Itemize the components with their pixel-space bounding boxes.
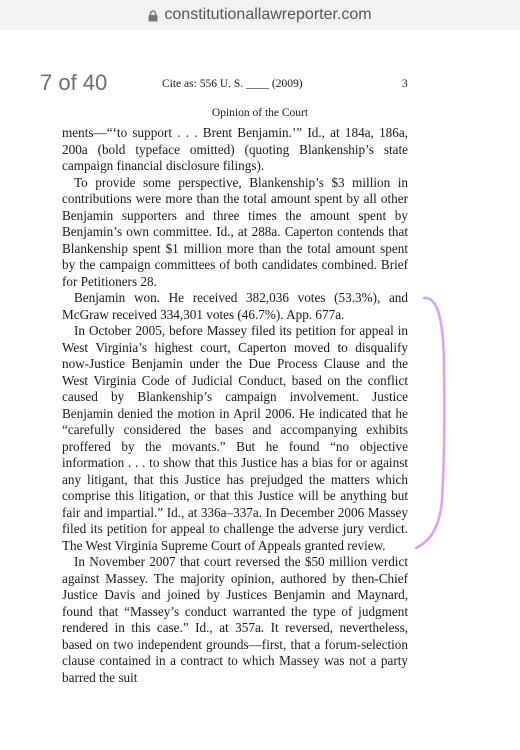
document-body xyxy=(62,125,408,686)
paragraph: In November 2007 that court reversed the $50 million verdict against Massey. The majority opinion, authored by then-Chief Justice Davis and joined by Justices Benjamin and Maynard, found that “Massey’s conduct warranted the type of judgment rendered in this case.” Id., at 357a. It reversed, nevertheless, based on two independent grounds—first, that a forum-selection clause contained in a contract to which Massey was not a party barred the suit xyxy=(62,554,408,685)
highlight-bracket-annotation xyxy=(410,290,455,555)
paragraph: To provide some perspective, Blankenship’s $3 million in contributions were more than the total amount spent by all other Benjamin supporters and three times the amount spent by Benjamin’s own committee. Id., at 288a. Caperton contends that Blankenship spent $1 million more than the total amount spent by the campaign committees of both candidates combined. Brief for Petitioners 28. xyxy=(62,174,408,289)
browser-url-bar[interactable] xyxy=(0,0,520,30)
opinion-header: Opinion of the Court xyxy=(211,107,309,119)
paragraph: Benjamin won. He received 382,036 votes (53.3%), and McGraw received 334,301 votes (46.7%). App. 677a. xyxy=(62,290,408,322)
paragraph: ments—“‘to support . . . Brent Benjamin.’” Id., at 184a, 186a, 200a (bold typeface omitted) (quoting Blankenship’s state campaign financial disclosure filings). xyxy=(62,125,408,173)
citation: Cite as: 556 U. S. ____ (2009) xyxy=(162,78,303,90)
lock-icon xyxy=(148,10,158,22)
url-text: constitutionallawreporter.com xyxy=(164,6,372,23)
paragraph: In October 2005, before Massey filed its petition for appeal in West Virginia’s highest court, Caperton moved to disqualify now-Justice Benjamin under the Due Process Clause and the West Virginia Code of Judicial Conduct, based on the conflict caused by Blankenship’s campaign involvement. Justice Benjamin denied the motion in April 2006. He indicated that he “carefully considered the bases and accompanying exhibits proffered by the movants.” But he found “no objective information . . . to show that this Justice has a bias for or against any litigant, that this Justice has prejudged the matters which comprise this litigation, or that this Justice will be anything but fair and impartial.” Id., at 336a–337a. In December 2006 Massey filed its petition for appeal to challenge the adverse jury verdict. The West Virginia Supreme Court of Appeals granted review. xyxy=(62,323,408,553)
page-counter: 7 of 40 xyxy=(40,70,108,95)
page-number: 3 xyxy=(402,78,408,90)
